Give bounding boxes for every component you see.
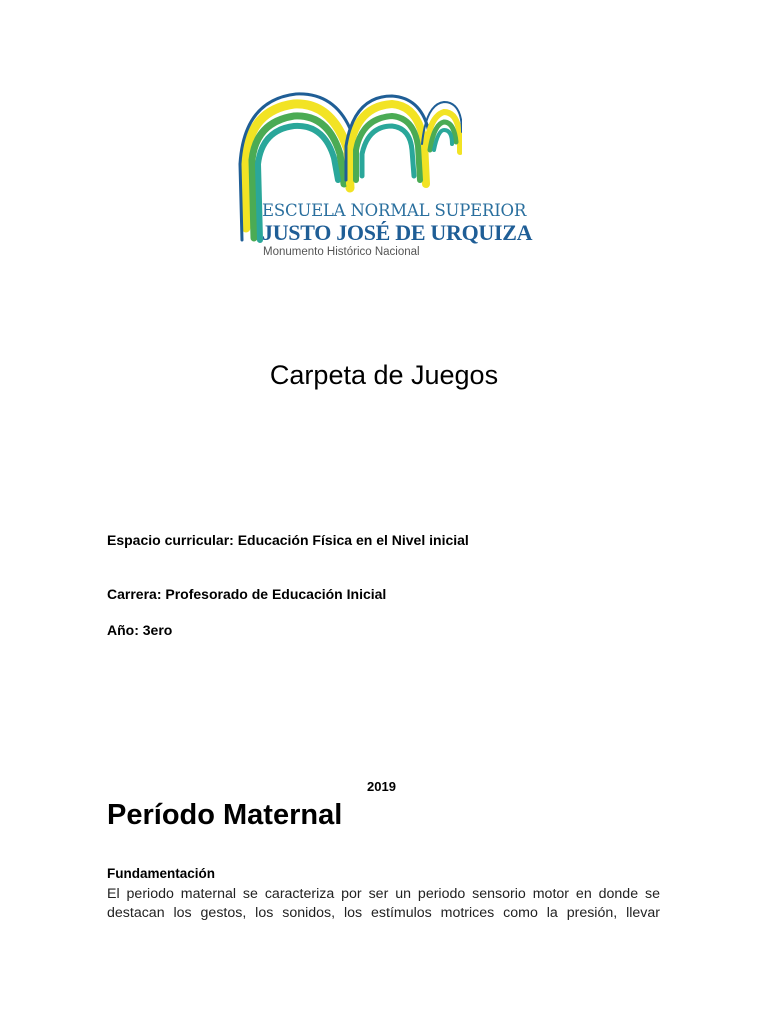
logo-tagline: Monumento Histórico Nacional [263,246,420,258]
career-field: Carrera: Profesorado de Educación Inicial [107,586,387,602]
curricular-space-field: Espacio curricular: Educación Física en el Nivel inicial [107,532,469,548]
document-year: 2019 [367,779,396,794]
body-line: destacan los gestos, los sonidos, los estímulos motrices como la presión, llevar [107,905,660,921]
logo-school-type: ESCUELA NORMAL SUPERIOR [262,201,527,220]
school-logo [232,88,532,268]
year-of-study-field: Año: 3ero [107,622,173,638]
body-paragraph [107,885,660,923]
subsection-title: Fundamentación [107,866,216,881]
logo-school-name: JUSTO JOSÉ DE URQUIZA [262,220,533,245]
body-line: El periodo maternal se caracteriza por ser un periodo sensorio motor en donde se [107,886,660,902]
document-title: Carpeta de Juegos [269,360,499,390]
section-title: Período Maternal [107,799,343,831]
